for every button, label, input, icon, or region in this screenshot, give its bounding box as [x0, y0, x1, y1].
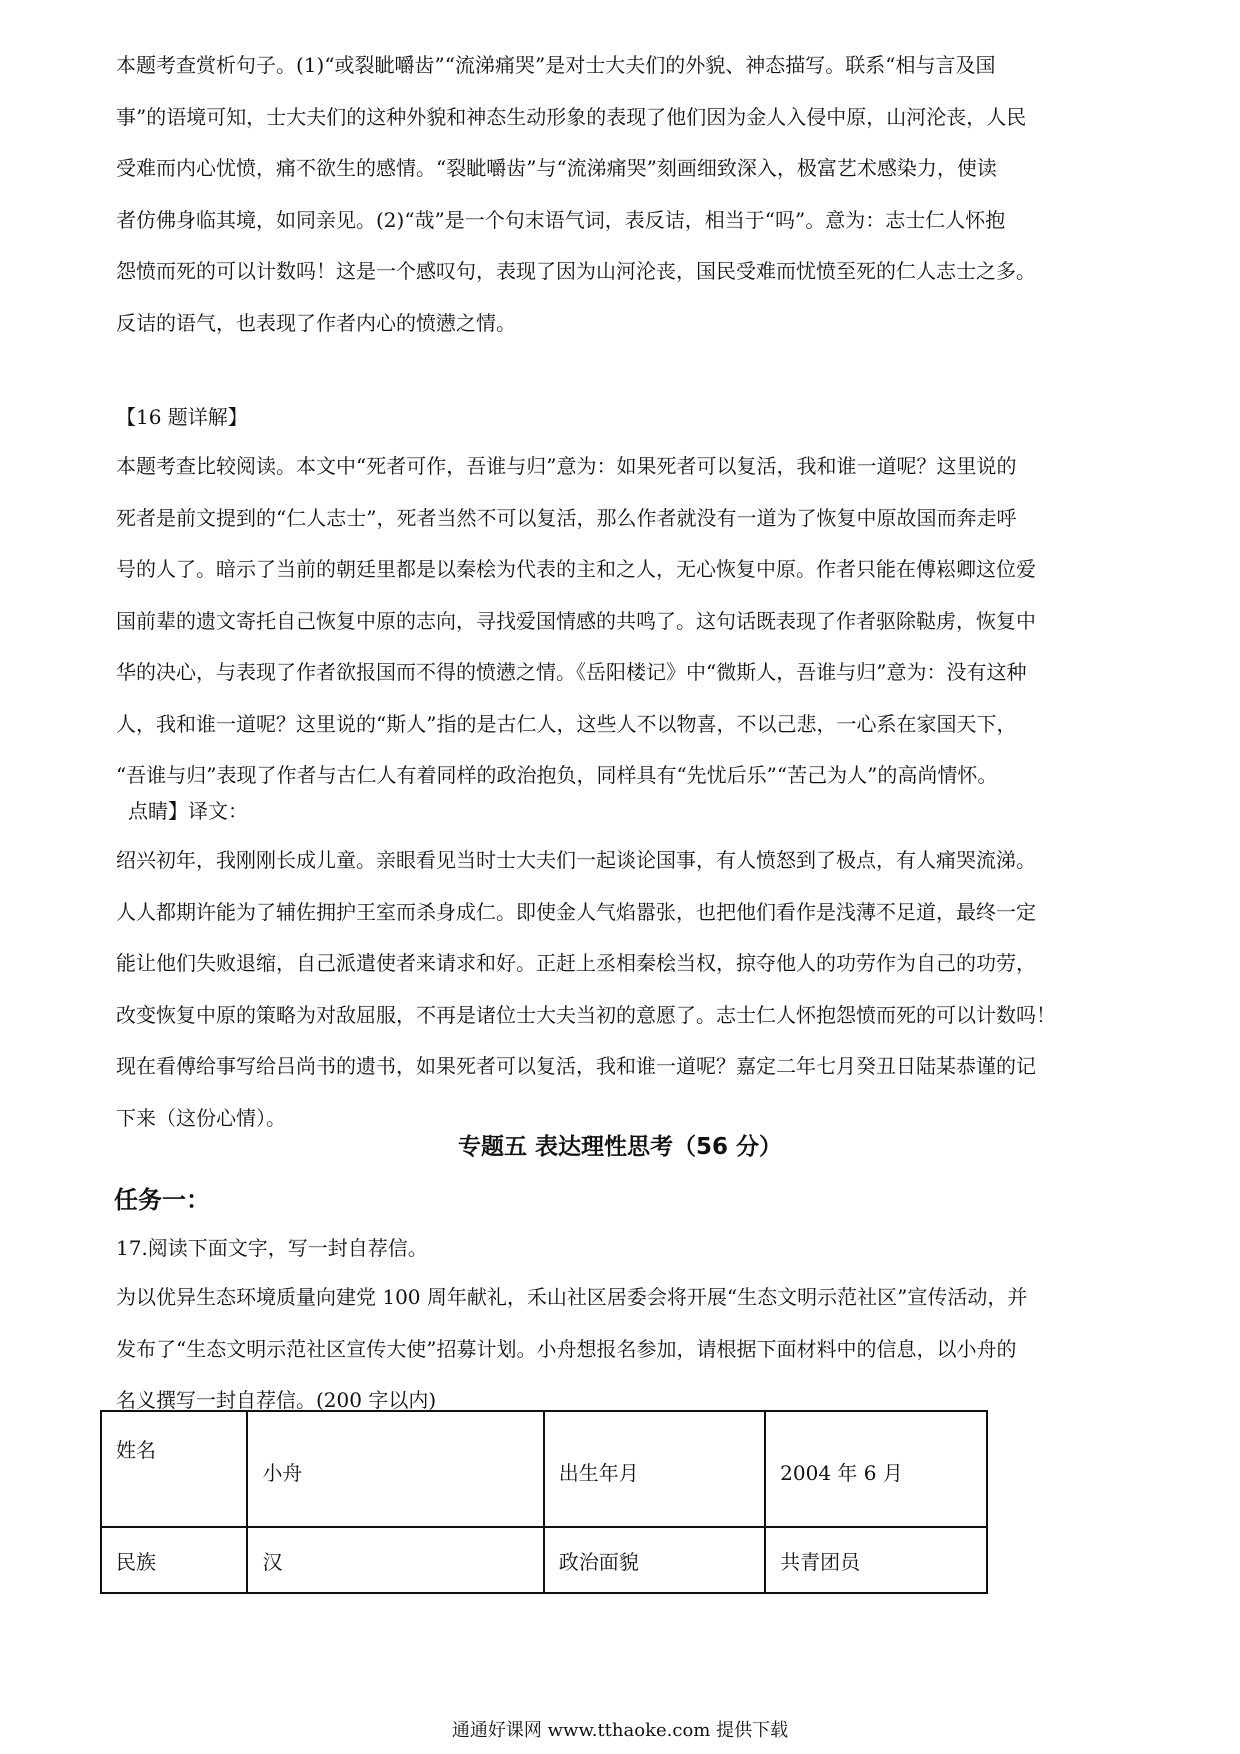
- cell-text: 2004 年 6 月: [780, 1461, 903, 1485]
- cell-text: 汉: [262, 1550, 283, 1574]
- translation: [116, 835, 1136, 1144]
- table-cell: [247, 1527, 543, 1593]
- q17-prompt: 17.阅读下面文字，写一封自荐信。: [116, 1236, 428, 1260]
- text-line: 反诘的语气，也表现了作者内心的愤懑之情。: [116, 310, 516, 335]
- text-line: 为以优异生态环境质量向建党 100 周年献礼，禾山社区居委会将开展“生态文明示范社区”宣传活动，并: [116, 1285, 1028, 1309]
- cell-text: 姓名: [116, 1438, 156, 1462]
- text-line: 怨愤而死的可以计数吗！这是一个感叹句，表现了因为山河沦丧，国民受难而忧愤至死的仁人志士之多。: [116, 259, 1036, 283]
- table-cell: [765, 1527, 987, 1593]
- analysis-q15: [116, 40, 1136, 349]
- text-line: “吾谁与归”表现了作者与古仁人有着同样的政治抱负，同样具有“先忧后乐”“苦己为人”的高尚情怀。: [116, 763, 998, 787]
- text-line: 本题考查比较阅读。本文中“死者可作，吾谁与归”意为：如果死者可以复活，我和谁一道呢？这里说的: [116, 454, 1017, 478]
- cell-text: 政治面貌: [558, 1550, 639, 1574]
- q17-material: [116, 1272, 1136, 1427]
- text-line: 华的决心，与表现了作者欲报国而不得的愤懑之情。《岳阳楼记》中“微斯人，吾谁与归”意为：没有这种: [116, 660, 1027, 684]
- text-line: 能让他们失败退缩，自己派遣使者来请求和好。正赶上丞相秦桧当权，掠夺他人的功劳作为自己的功劳，: [116, 951, 1036, 975]
- table-cell: [544, 1411, 765, 1527]
- table-cell: [247, 1411, 543, 1527]
- table-cell: [101, 1527, 247, 1593]
- section-title: 专题五 表达理性思考（56 分）: [457, 1134, 783, 1160]
- text-line: 下来（这份心情）。: [116, 1105, 286, 1130]
- text-line: 绍兴初年，我刚刚长成儿童。亲眼看见当时士大夫们一起谈论国事，有人愤怒到了极点，有人痛哭流涕。: [116, 848, 1036, 872]
- text-line: 受难而内心忧愤，痛不欲生的感情。“裂眦嚼齿”与“流涕痛哭”刻画细致深入，极富艺术感染力，使读: [116, 156, 997, 180]
- footer-source: 通通好课网 www.tthaoke.com 提供下载: [451, 1720, 789, 1741]
- dianjing-label: 点睛】译文：: [128, 799, 248, 823]
- text-line: 事”的语境可知，士大夫们的这种外貌和神态生动形象的表现了他们因为金人入侵中原，山河沦丧，人民: [116, 104, 1027, 129]
- text-line: 国前辈的遗文寄托自己恢复中原的志向，寻找爱国情感的共鸣了。这句话既表现了作者驱除鞑虏，恢复中: [116, 608, 1036, 633]
- text-line: 人人都期许能为了辅佐拥护王室而杀身成仁。即使金人气焰嚣张，也把他们看作是浅薄不足道，最终一定: [116, 899, 1036, 924]
- info-table: [100, 1410, 988, 1594]
- table-cell: [765, 1411, 987, 1527]
- text-line: 号的人了。暗示了当前的朝廷里都是以秦桧为代表的主和之人，无心恢复中原。作者只能在傅崧卿这位爱: [116, 557, 1036, 581]
- cell-text: 小舟: [262, 1461, 303, 1485]
- text-line: 人，我和谁一道呢？这里说的“斯人”指的是古仁人，这些人不以物喜，不以己悲，一心系在家国天下，: [116, 711, 1017, 736]
- cell-text: 出生年月: [558, 1461, 639, 1485]
- table-row: [101, 1527, 987, 1593]
- task-title: 任务一：: [114, 1186, 210, 1214]
- text-line: 发布了“生态文明示范社区宣传大使”招募计划。小舟想报名参加，请根据下面材料中的信息，以小舟的: [116, 1336, 1017, 1361]
- text-line: 死者是前文提到的“仁人志士”，死者当然不可以复活，那么作者就没有一道为了恢复中原故国而奔走呼: [116, 505, 1017, 530]
- text-line: 名义撰写一封自荐信。(200 字以内): [116, 1388, 437, 1412]
- q16-heading: 【16 题详解】: [116, 405, 248, 429]
- text-line: 改变恢复中原的策略为对敌屈服，不再是诸位士大夫当初的意愿了。志士仁人怀抱怨愤而死的可以计数吗！: [116, 1002, 1056, 1027]
- analysis-q16: [116, 441, 1136, 802]
- cell-text: 民族: [116, 1550, 156, 1574]
- table-cell: [101, 1411, 247, 1527]
- cell-text: 共青团员: [780, 1550, 861, 1574]
- table-row: [101, 1411, 987, 1527]
- text-line: 者仿佛身临其境，如同亲见。(2)“哉”是一个句末语气词，表反诘，相当于“吗”。意为：志士仁人怀抱: [116, 207, 1006, 232]
- text-line: 本题考查赏析句子。(1)“或裂眦嚼齿”“流涕痛哭”是对士大夫们的外貌、神态描写。联系“相与言及国: [116, 53, 996, 77]
- text-line: 现在看傅给事写给吕尚书的遗书，如果死者可以复活，我和谁一道呢？嘉定二年七月癸丑日陆某恭谨的记: [116, 1054, 1036, 1078]
- table-cell: [544, 1527, 765, 1593]
